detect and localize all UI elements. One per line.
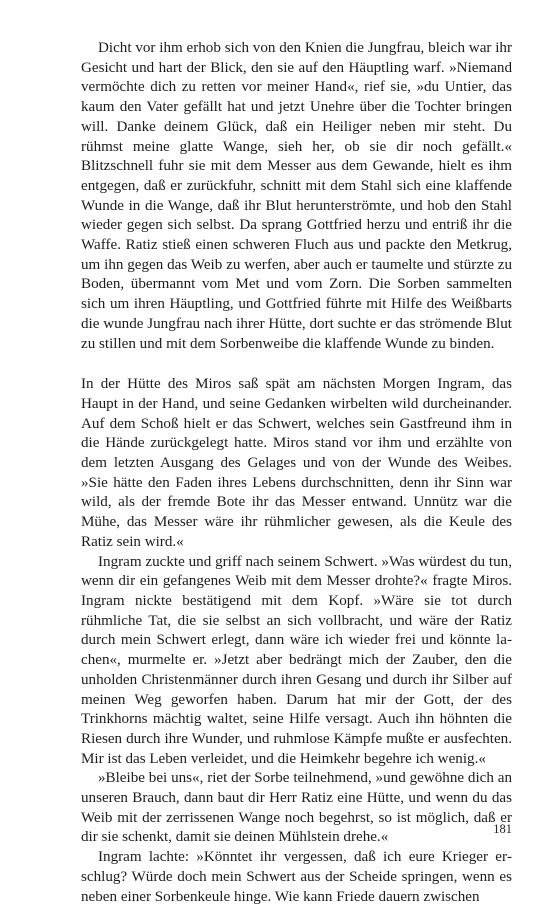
paragraph-miros-hut: In der Hütte des Miros saß spät am nächsten Morgen Ingram, das Haupt in der Hand, und seine Gedanken wirbelten wild durcheinander. Auf dem Schoß hielt er das Schwert, welches sein Gastfreund ihm in die Hände zurückgelegt hatte. Miros stand vor ihm und erzählte von dem letzten Ausgang des Gelages und von der Wunde des Weibes. »Sie hätte den Faden ihres Lebens durchschnitten, denn ihr Sinn war wild, als der fremde Bote ihr das Messer entwand. Unnütz war die Mühe, das Messer wäre ihr rühmlicher gewesen, als die Keule des Ratiz sein wird.« xyxy=(81,376,512,550)
page-number: 181 xyxy=(493,822,512,836)
paragraph-sorb-advice: »Bleibe bei uns«, riet der Sorbe teilnehmend, »und gewöhne dich an unseren Brauch, dann baut dir Herr Ratiz eine Hütte, und wenn du das Weib mit der zerrissenen Wange noch begehrst, so ist möglich, daß er dir sie schenkt, damit sie deinen Mühlstein drehe.« xyxy=(81,770,512,846)
section-break xyxy=(81,354,512,375)
paragraph-maiden-wound: Dicht vor ihm erhob sich von den Knien die Jungfrau, bleich war ihr Gesicht und hart der Blick, den sie auf den Häuptling warf. »Niemand vermöchte dich zu retten vor meiner Hand«, rief sie, »du Untier, das kaum den Vater gefällt hat und jetzt Unehre über die Tochter bringen will. Danke deinem Glück, daß ein Heiliger neben mir steht. Du rühmst meine glatte Wange, sieh her, ob sie dir noch gefällt.« Blitzschnell fuhr sie mit dem Messer aus dem Gewande, hielt es ihm entgegen, daß er zurückfuhr, schnitt mit dem Stahl sich eine klaffende Wunde in die Wange, daß ihr Blut herunterströmte, und hob den Stahl wieder gegen sich selbst. Da sprang Gottfried herzu und entriß ihr die Waffe. Ratiz stieß einen schweren Fluch aus und packte den Metkrug, um ihn gegen das Weib zu werfen, aber auch er taumelte und stürzte zu Boden, übermannt vom Met und vom Zorn. Die Sorben sammelten sich um ihren Häuptling, und Gottfried führte mit Hilfe des Weißbarts die wunde Jungfrau nach ihrer Hütte, dort suchte er das strömende Blut zu stillen und mit dem Sorbenweibe die klaffende Wunde zu binden. xyxy=(81,40,512,352)
page-body xyxy=(81,39,512,907)
paragraph-ingram-laughs: Ingram lachte: »Könntet ihr vergessen, daß ich eure Krieger erschlug? Würde doch mein Schwert aus der Scheide springen, wenn es neben einer Sorbenkeule hinge. Wie kann Friede dauern zwischen xyxy=(81,849,512,905)
paragraph-ingram-sword: Ingram zuckte und griff nach seinem Schwert. »Was würdest du tun, wenn dir ein gefangenes Weib mit dem Messer drohte?« fragte Miros. Ingram nickte bestätigend mit dem Kopf. »Wäre sie tot durch rühmliche Tat, die sie selbst an sich vollbracht, und wäre der Ratiz durch mein Schwert erlegt, dann wäre ich wieder frei und könnte lachen«, murmelte er. »Jetzt aber bedrängt mich der Zauber, den die unholden Christenmänner durch ihren Gesang und durch ihr Silber auf meinen Weg geworfen haben. Darum hat mir der Gott, der des Trinkhorns mächtig waltet, seine Hilfe versagt. Auch ihn höhnten die Riesen durch ihre Wunder, und ruhmlose Kämpfe mußte er ausfechten. Mir ist das Leben verleidet, und die Heimkehr begehre ich wenig.« xyxy=(81,553,512,767)
